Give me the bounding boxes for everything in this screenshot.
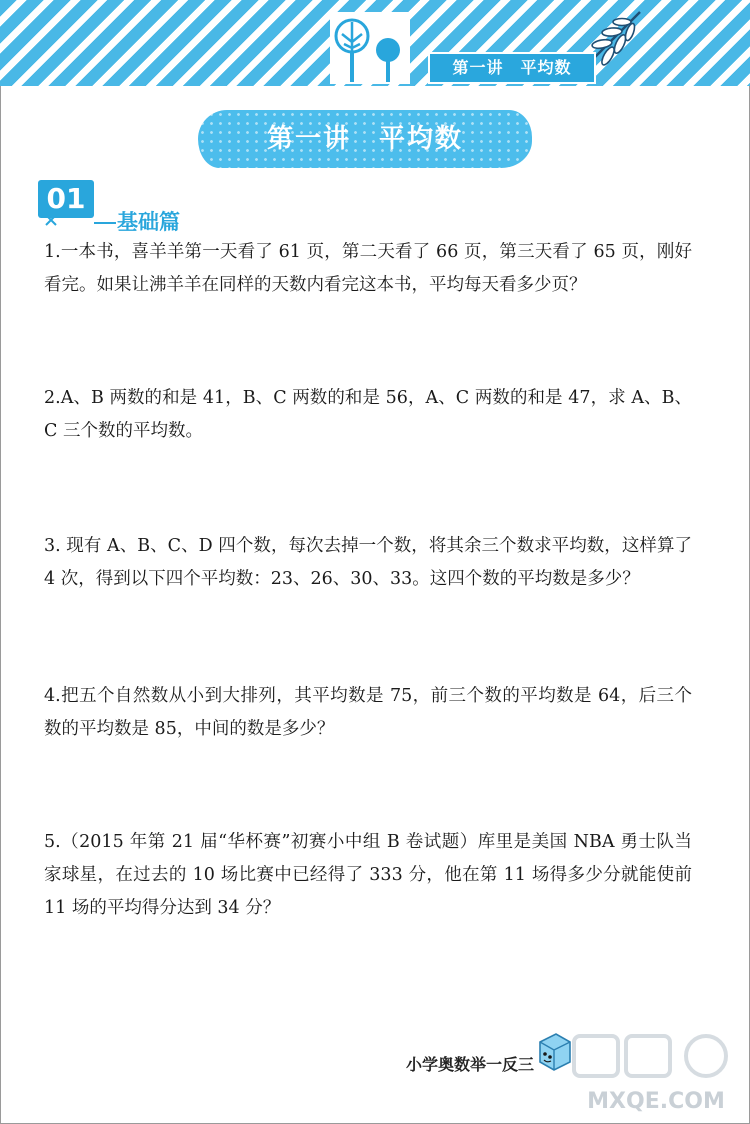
section-title: 基础篇 (117, 210, 180, 234)
question-3: 3. 现有 A、B、C、D 四个数，每次去掉一个数，将其余三个数求平均数，这样算了 4 次，得到以下四个平均数：23、26、30、33。这四个数的平均数是多少？ (44, 536, 692, 589)
section-divider-line (94, 222, 116, 224)
watermark-logo (566, 1030, 746, 1118)
question-1: 1.一本书，喜羊羊第一天看了 61 页，第二天看了 66 页，第三天看了 65 页，刚好看完。如果让沸羊羊在同样的天数内看完这本书，平均每天看多少页？ (44, 242, 692, 295)
watermark-text: MXQE.COM (587, 1089, 725, 1114)
footer-book-title: 小学奥数举一反三 (406, 1055, 535, 1074)
running-head-label: 第一讲 平均数 (428, 52, 596, 84)
section-number-badge: 01 (38, 180, 94, 218)
scissors-icon (44, 213, 58, 227)
lecture-title-banner: 第一讲 平均数 (198, 110, 532, 168)
question-5: 5.（2015 年第 21 届“华杯赛”初赛小中组 B 卷试题）库里是美国 NBA 勇士队当家球星，在过去的 10 场比赛中已经得了 333 分，他在第 11 场得多少分就能使前 11 场的平均得分达到 34 分？ (44, 832, 692, 918)
question-4: 4.把五个自然数从小到大排列，其平均数是 75，前三个数的平均数是 64，后三个数的平均数是 85，中间的数是多少？ (44, 686, 692, 739)
question-2: 2.A、B 两数的和是 41，B、C 两数的和是 56，A、C 两数的和是 47，求 A、B、C 三个数的平均数。 (44, 388, 692, 441)
tree-icon (330, 12, 410, 84)
